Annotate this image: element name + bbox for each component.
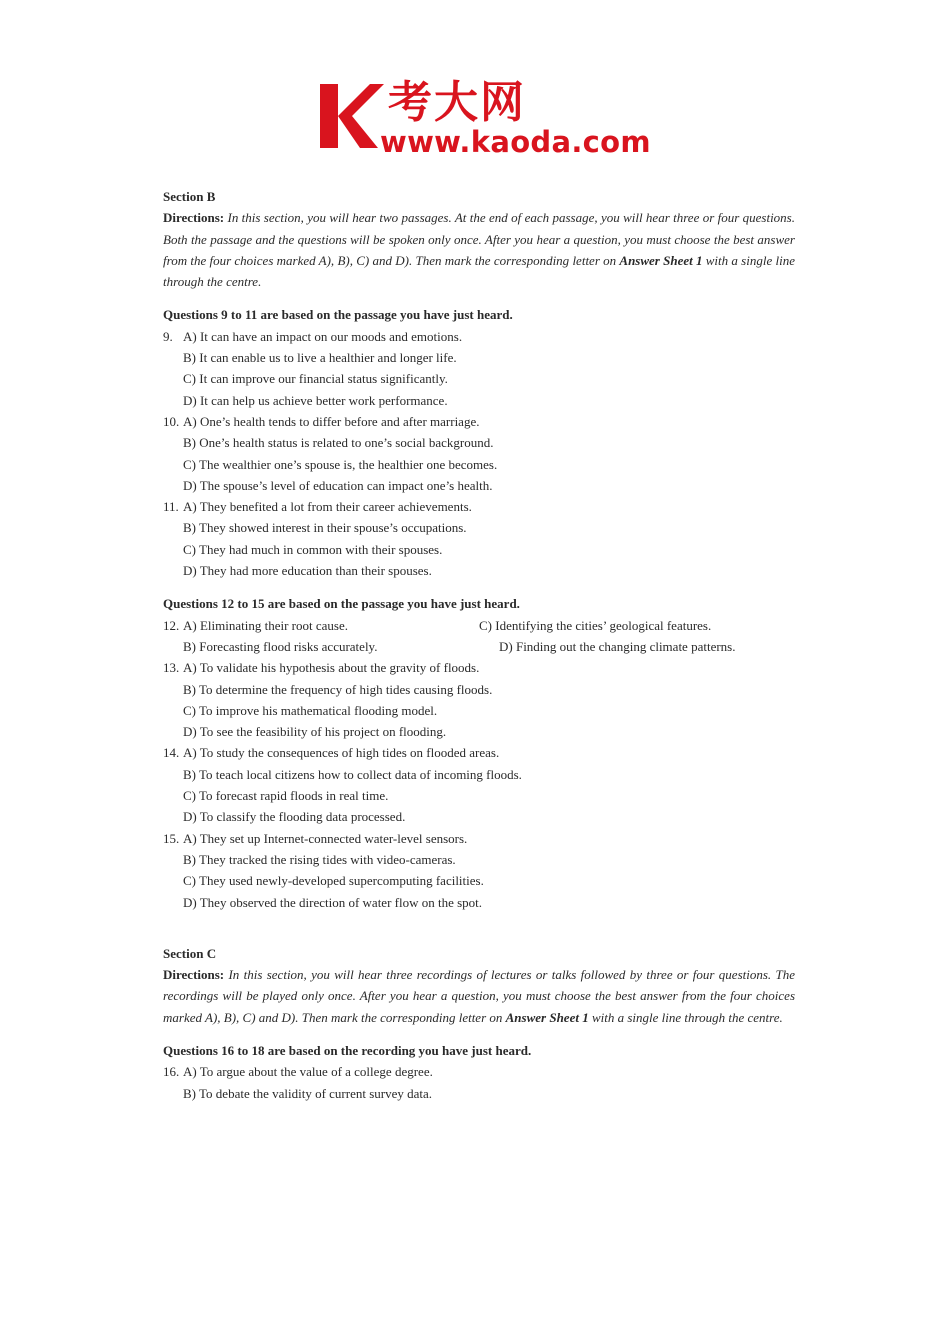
question-item	[163, 496, 795, 581]
option-b: B) To debate the validity of current survey data.	[183, 1085, 433, 1101]
kaoda-logo	[318, 77, 651, 160]
question-number: 14.	[163, 745, 180, 761]
logo-chinese-text: 考大网	[388, 77, 526, 128]
question-number: 16.	[163, 1064, 180, 1080]
question-group-9-11	[163, 326, 795, 582]
section-b-title: Section B	[163, 189, 216, 204]
option-a: A) They set up Internet-connected water-level sensors.	[183, 830, 468, 846]
option-a: A) It can have an impact on our moods and emotions.	[183, 328, 463, 344]
option-b: B) Forecasting flood risks accurately.	[183, 638, 378, 654]
directions-text-end: with a single line through the centre.	[588, 1009, 783, 1025]
question-group-16-18	[163, 1061, 795, 1104]
question-group-heading: Questions 16 to 18 are based on the recording you have just heard.	[163, 1042, 532, 1058]
question-group-heading: Questions 12 to 15 are based on the passage you have just heard.	[163, 596, 520, 612]
option-c: C) To forecast rapid floods in real time.	[183, 788, 389, 804]
option-b: B) It can enable us to live a healthier and longer life.	[183, 350, 457, 366]
directions-text: In this section, you will hear two passages. At the end of each passage, you will hear three or four questions. Both the passage and the questions will be spoken only once. After you hear a question, you must choose the best answer from the four choices marked A), B), C) and D). Then mark the corresponding letter on	[163, 210, 795, 268]
question-number: 13.	[163, 660, 180, 676]
option-d: D) Finding out the changing climate patterns.	[499, 638, 736, 654]
option-b: B) To teach local citizens how to collect data of incoming floods.	[183, 766, 522, 782]
option-d: D) To see the feasibility of his project on flooding.	[183, 724, 447, 740]
question-number: 12.	[163, 617, 180, 633]
question-item	[163, 828, 795, 913]
option-d: D) It can help us achieve better work performance.	[183, 392, 448, 408]
option-c: C) Identifying the cities’ geological features.	[479, 617, 712, 633]
option-a: A) They benefited a lot from their career achievements.	[183, 499, 472, 515]
question-item	[163, 326, 795, 411]
directions-label: Directions:	[163, 210, 225, 226]
question-number: 15.	[163, 830, 180, 846]
question-group-heading: Questions 9 to 11 are based on the passage you have just heard.	[163, 307, 513, 323]
option-b: B) One’s health status is related to one’s social background.	[183, 435, 494, 451]
option-a: A) One’s health tends to differ before and after marriage.	[183, 413, 480, 429]
option-c: C) They had much in common with their spouses.	[183, 541, 443, 557]
option-c: C) They used newly-developed supercomputing facilities.	[183, 873, 484, 889]
directions-text-end: with a single line through the centre.	[163, 252, 795, 290]
question-number: 10.	[163, 413, 180, 429]
exam-content	[163, 186, 795, 1104]
option-d: D) The spouse’s level of education can impact one’s health.	[183, 477, 493, 493]
question-number: 9.	[163, 328, 173, 344]
section-c-directions	[163, 964, 795, 1028]
section-b-directions	[163, 207, 795, 292]
option-a: A) To validate his hypothesis about the gravity of floods.	[183, 660, 480, 676]
question-number: 11.	[163, 499, 179, 515]
option-d: D) To classify the flooding data processed.	[183, 809, 406, 825]
section-c-title: Section C	[163, 945, 217, 961]
k-logo-icon	[318, 82, 384, 150]
question-item	[163, 742, 795, 827]
logo-url-text: www.kaoda.com	[380, 125, 651, 159]
answer-sheet-ref: Answer Sheet 1	[505, 1009, 589, 1025]
question-item	[163, 657, 795, 742]
option-a: A) To argue about the value of a college degree.	[183, 1064, 433, 1080]
question-item	[163, 1061, 795, 1104]
option-b: B) To determine the frequency of high tides causing floods.	[183, 681, 493, 697]
option-a: A) To study the consequences of high tides on flooded areas.	[183, 745, 500, 761]
directions-text: In this section, you will hear three recordings of lectures or talks followed by three or four questions. The recordings will be played only once. After you hear a question, you must choose the best answer from the four choices marked A), B), C) and D). Then mark the corresponding letter on	[163, 967, 795, 1025]
option-d: D) They had more education than their spouses.	[183, 563, 432, 579]
option-b: B) They showed interest in their spouse’s occupations.	[183, 520, 467, 536]
option-c: C) It can improve our financial status significantly.	[183, 371, 448, 387]
question-12	[163, 615, 795, 658]
option-b: B) They tracked the rising tides with video-cameras.	[183, 851, 456, 867]
question-group-13-15	[163, 657, 795, 913]
question-item	[163, 411, 795, 496]
directions-label: Directions:	[163, 967, 225, 983]
option-c: C) The wealthier one’s spouse is, the healthier one becomes.	[183, 456, 498, 472]
option-c: C) To improve his mathematical flooding model.	[183, 702, 438, 718]
option-a: A) Eliminating their root cause.	[183, 617, 348, 633]
option-d: D) They observed the direction of water flow on the spot.	[183, 894, 483, 910]
answer-sheet-ref: Answer Sheet 1	[619, 252, 703, 268]
